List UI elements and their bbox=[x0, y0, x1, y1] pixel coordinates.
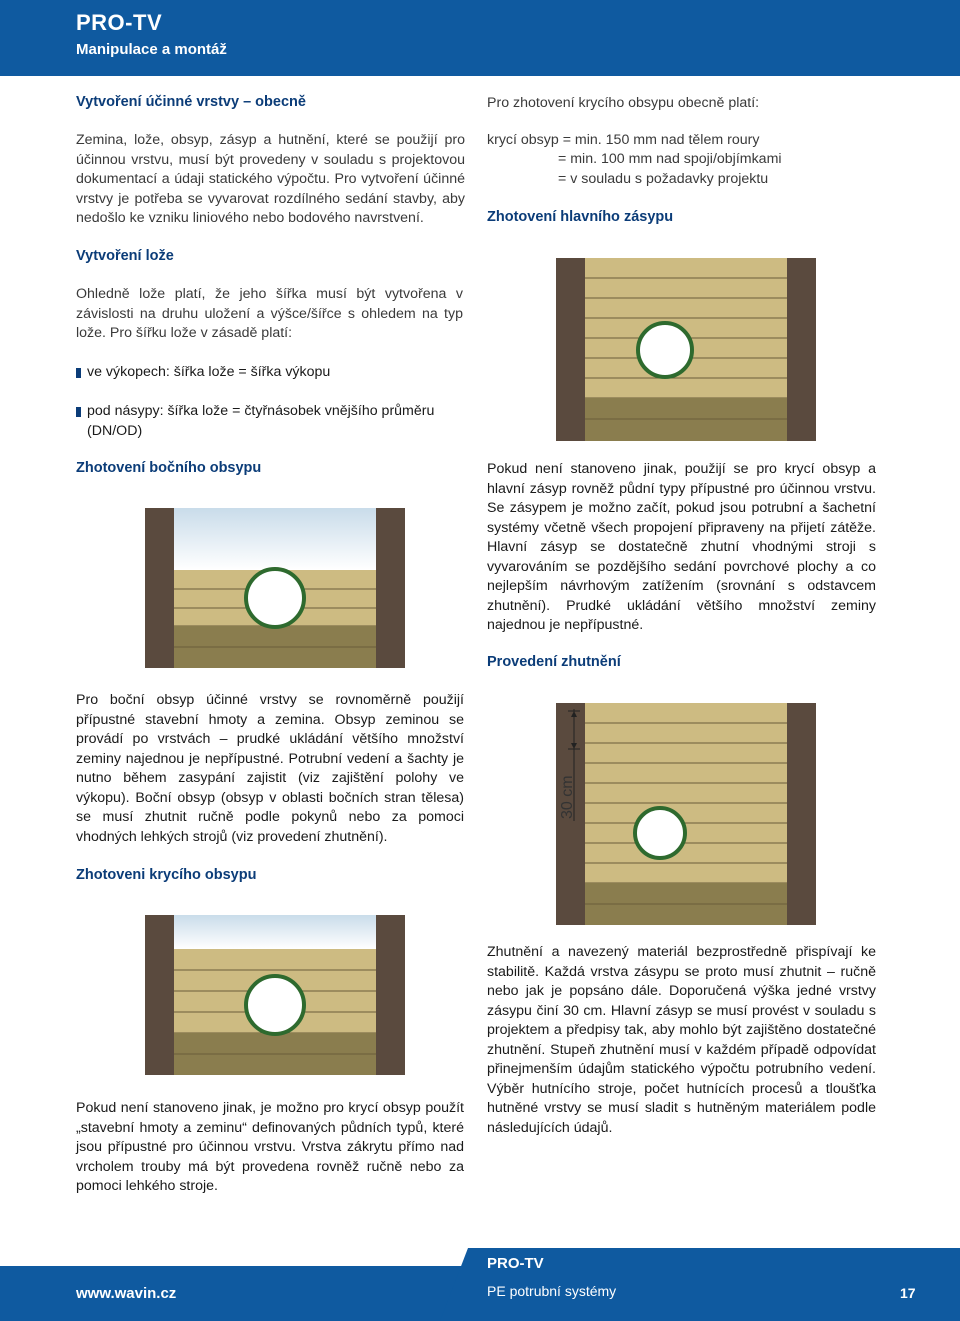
header-subtitle: Manipulace a montáž bbox=[76, 41, 227, 58]
figure-cover-fill bbox=[145, 915, 405, 1075]
figure-compaction bbox=[556, 703, 816, 925]
heading-main-backfill: Zhotovení hlavního zásypu bbox=[487, 209, 674, 225]
paragraph-cover-intro: Pro zhotovení krycího obsypu obecně platí: bbox=[487, 95, 760, 111]
figure-main-backfill bbox=[556, 258, 816, 441]
bullet-embankment-text: pod násypy: šířka lože = čtyřnásobek vnějšího průměru (DN/OD) bbox=[87, 403, 435, 439]
bullet-marker bbox=[76, 368, 81, 378]
header-title: PRO-TV bbox=[76, 10, 163, 35]
figure-side-fill bbox=[145, 508, 405, 668]
heading-compaction: Provedení zhutnění bbox=[487, 654, 621, 670]
bullet-trench bbox=[76, 363, 474, 383]
footer-url[interactable]: www.wavin.cz bbox=[76, 1285, 177, 1302]
footer-title: PRO-TV bbox=[487, 1255, 544, 1272]
paragraph-side-fill: Pro boční obsyp účinné vrstvy se rovnoměrně použijí přípustné stavební hmoty a zemina. Obsyp zeminou se provádí po vrstvách – prudké ukládání většího množství zeminy najednou je nepřípustné. Potrubní vedení a šachty je nutno během zasypání zajistit (viz zajištění polohy ve výkopu). Boční obsyp (obsyp v oblasti bočních stran tělesa) se musí zhutnit ručně podle pokynů nebo za pomoci vhodných lehkých strojů (viz provedení zhutnění). bbox=[76, 692, 464, 845]
heading-effective-layer: Vytvoření účinné vrstvy – obecně bbox=[76, 94, 306, 110]
bullet-trench-text: ve výkopech: šířka lože = šířka výkopu bbox=[87, 364, 331, 380]
paragraph-bedding: Ohledně lože platí, že jeho šířka musí být vytvořena v závislosti na druhu uložení a výšce/šířce s ohledem na typ lože. Pro šířku lože v zásadě platí: bbox=[76, 286, 463, 341]
bullet-embankment bbox=[76, 402, 467, 441]
paragraph-compaction: Zhutnění a navezený materiál bezprostředně přispívají ke stabilitě. Každá vrstva zásypu se proto musí zhutnit – ručně nebo jak je popsáno dále. Doporučená výška jedné vrstvy zásypu činí 30 cm. Hlavní zásyp se musí provést v souladu s projektem a předpisy tak, aby mohlo být zajištěno dostatečné zhutnění. Stupeň zhutnění musí v každém případě odpovídat přinejmenším údajům statického výpočtu potrubního vedení. Výběr hutnícího stroje, počet hutnících procesů a tloušťka hutněné vrstvy se musí sladit s hutněným materiálem podle následujících údajů. bbox=[487, 944, 876, 1136]
page-footer bbox=[0, 1255, 960, 1321]
dimension-label: 30 cm bbox=[559, 775, 576, 819]
paragraph-cover-fill: Pokud není stanoveno jinak, je možno pro krycí obsyp použít „stavební hmoty a zeminu“ definovaných půdních typů, které jsou přípustné pro účinnou vrstvu. Vrstva zákrytu přímo nad vrcholem trouby má být provedena rovněž ručně nebo za pomoci lehkého stroje. bbox=[76, 1100, 464, 1194]
footer-subtitle: PE potrubní systémy bbox=[487, 1283, 617, 1299]
heading-bedding: Vytvoření lože bbox=[76, 248, 174, 264]
paragraph-main-backfill: Pokud není stanoveno jinak, použijí se pro krycí obsyp a hlavní zásyp rovněž půdní typy přípustné pro účinnou vrstvu. Se zásypem je možno začít, pokud jsou potrubní a šachetní systémy včetně všech propojení připraveny na přijetí zátěže. Hlavní zásyp se dostatečně zhutní vhodnými stroji s vyvarováním se pozdějšího sedání povrchové plochy a co nejlepším návrhovým zatížením (srovnání s odstavcem zhutnění). Prudké ukládání většího množství zeminy najednou je nepřípustné. bbox=[487, 461, 876, 633]
bullet-marker bbox=[76, 407, 81, 417]
page-header bbox=[0, 0, 960, 76]
rule-cover-3: = v souladu s požadavky projektu bbox=[558, 171, 769, 187]
rule-cover-2: = min. 100 mm nad spoji/objímkami bbox=[558, 151, 782, 167]
paragraph-effective-layer: Zemina, lože, obsyp, zásyp a hutnění, které se použijí pro účinnou vrstvu, musí být provedeny v souladu s projektovou dokumentací a údaji statického výpočtu. Pro vytvoření účinné vrstvy je potřeba se vyvarovat rozdílného sedání stavby, aby nedošlo ke vzniku liniového nebo bodového navrstvení. bbox=[76, 132, 465, 226]
heading-cover-fill: Zhotoveni krycího obsypu bbox=[76, 867, 257, 883]
heading-side-fill: Zhotovení bočního obsypu bbox=[76, 460, 262, 476]
rule-cover-1: krycí obsyp = min. 150 mm nad tělem roury bbox=[487, 132, 760, 148]
page-number: 17 bbox=[900, 1285, 916, 1301]
